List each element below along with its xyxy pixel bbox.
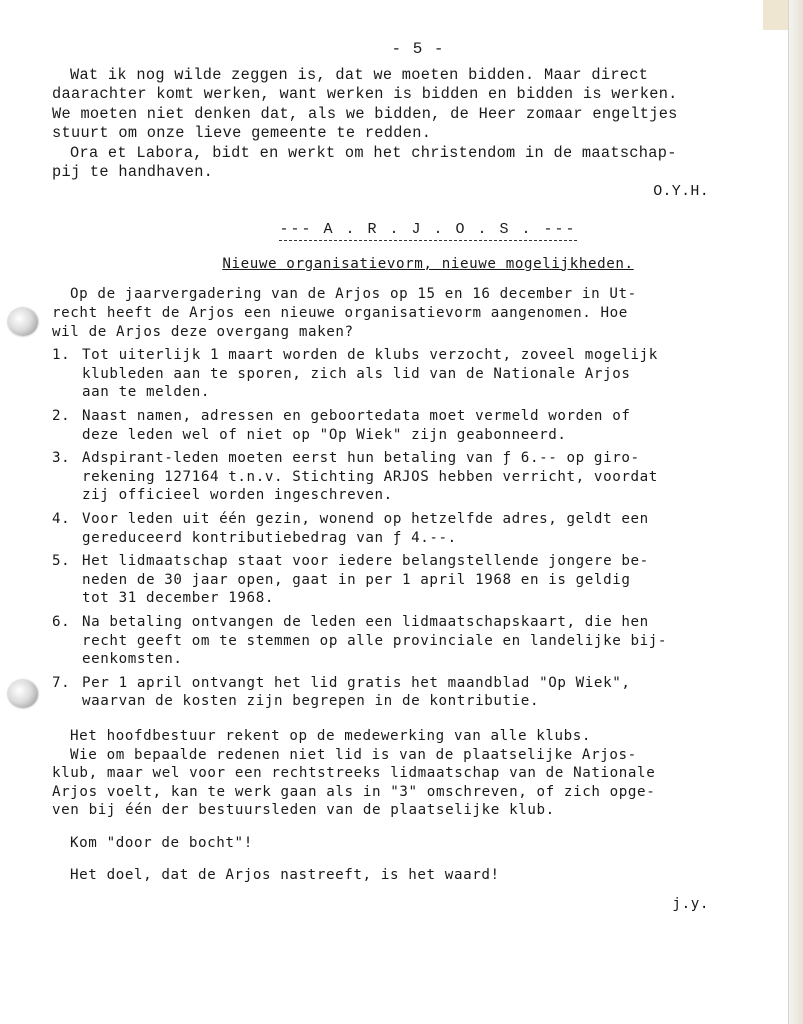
closing-line: Wie om bepaalde redenen niet lid is van de plaatselijke Arjos- [70, 746, 637, 763]
intro-line: pij te handhaven. [52, 163, 214, 182]
list-item-text [82, 510, 649, 547]
list-item-line: eenkomsten. [82, 651, 183, 668]
list-item-line: waarvan de kosten zijn begrepen in de kontributie. [82, 693, 540, 710]
closing-line: ven bij één der bestuursleden van de plaatselijke klub. [52, 802, 555, 819]
list-item-number: 7. [52, 674, 71, 691]
page-edge-right [788, 0, 803, 1024]
slogan: Kom "door de bocht"! [70, 834, 253, 851]
closing-line: klub, maar wel voor een rechtstreeks lidmaatschap van de Nationale [52, 765, 656, 782]
intro-paragraph [52, 66, 764, 182]
list-item-line: klubleden aan te sporen, zich als lid van de Nationale Arjos [82, 365, 631, 382]
section-signature: j.y. [672, 896, 709, 913]
opening-line: wil de Arjos deze overgang maken? [52, 323, 354, 340]
page-number: - 5 - [391, 40, 445, 58]
intro-line: Ora et Labora, bidt en werkt om het christendom in de maatschap- [70, 143, 677, 162]
list-item [52, 510, 764, 547]
document-page [52, 40, 764, 914]
list-item-line: Na betaling ontvangen de leden een lidmaatschapskaart, die hen [82, 613, 649, 630]
numbered-list [52, 346, 764, 711]
list-item-line: aan te melden. [82, 384, 210, 401]
list-item-text [82, 449, 658, 505]
punch-hole-top [8, 308, 38, 336]
list-item-line: Per 1 april ontvangt het lid gratis het maandblad "Op Wiek", [82, 674, 631, 691]
list-item-text [82, 407, 631, 444]
opening-line: recht heeft de Arjos een nieuwe organisatievorm aangenomen. Hoe [52, 305, 628, 322]
list-item-line: zij officieel worden ingeschreven. [82, 487, 393, 504]
list-item [52, 613, 764, 669]
list-item [52, 449, 764, 505]
section-heading: --- A . R . J . O . S . --- [279, 221, 576, 241]
list-item [52, 552, 764, 608]
intro-line: We moeten niet denken dat, als we bidden, de Heer zomaar engeltjes [52, 104, 678, 123]
list-item-number: 6. [52, 613, 71, 630]
list-item-line: rekening 127164 t.n.v. Stichting ARJOS hebben verricht, voordat [82, 468, 658, 485]
section-subheading-wrap [92, 255, 764, 274]
list-item [52, 346, 764, 402]
list-item-number: 2. [52, 408, 71, 424]
list-item-line: deze leden wel of niet op "Op Wiek" zijn geabonneerd. [82, 426, 567, 443]
punch-hole-bottom [8, 680, 38, 708]
list-item-line: neden de 30 jaar open, gaat in per 1 april 1968 en is geldig [82, 571, 631, 588]
opening-line: Op de jaarvergadering van de Arjos op 15 en 16 december in Ut- [70, 286, 637, 303]
section-heading-wrap [92, 220, 764, 241]
list-item-line: Voor leden uit één gezin, wonend op hetzelfde adres, geldt een [82, 510, 649, 527]
list-item-text [82, 346, 658, 402]
opening-paragraph [52, 285, 764, 341]
list-item [52, 407, 764, 444]
closing-line: Arjos voelt, kan te werk gaan als in "3" omschreven, of zich opge- [52, 783, 656, 800]
intro-line: daarachter komt werken, want werken is bidden en bidden is werken. [52, 85, 678, 104]
goal-statement: Het doel, dat de Arjos nastreeft, is het waard! [70, 867, 500, 884]
intro-signature: O.Y.H. [653, 183, 709, 201]
list-item-line: Adspirant-leden moeten eerst hun betaling van ƒ 6.-- op giro- [82, 450, 640, 467]
list-item [52, 674, 764, 711]
list-item-number: 4. [52, 510, 71, 527]
closing-line: Het hoofdbestuur rekent op de medewerking van alle klubs. [70, 727, 592, 744]
section-subheading: Nieuwe organisatievorm, nieuwe mogelijkheden. [222, 255, 634, 272]
list-item-text [82, 552, 649, 608]
list-item-line: recht geeft om te stemmen op alle provinciale en landelijke bij- [82, 632, 668, 649]
list-item-number: 5. [52, 553, 71, 570]
list-item-text [82, 613, 667, 669]
list-item-line: tot 31 december 1968. [82, 590, 274, 607]
list-item-line: gereduceerd kontributiebedrag van ƒ 4.--. [82, 529, 457, 546]
list-item-number: 1. [52, 347, 71, 364]
closing-paragraph [52, 727, 764, 820]
intro-line: stuurt om onze lieve gemeente te redden. [52, 124, 432, 143]
intro-line: Wat ik nog wilde zeggen is, dat we moeten bidden. Maar direct [70, 66, 649, 84]
list-item-line: Het lidmaatschap staat voor iedere belangstellende jongere be- [82, 553, 649, 570]
list-item-line: Naast namen, adressen en geboortedata moet vermeld worden of [82, 408, 631, 424]
list-item-line: Tot uiterlijk 1 maart worden de klubs verzocht, zoveel mogelijk [82, 347, 658, 364]
list-item-text [82, 674, 631, 711]
list-item-number: 3. [52, 450, 71, 467]
